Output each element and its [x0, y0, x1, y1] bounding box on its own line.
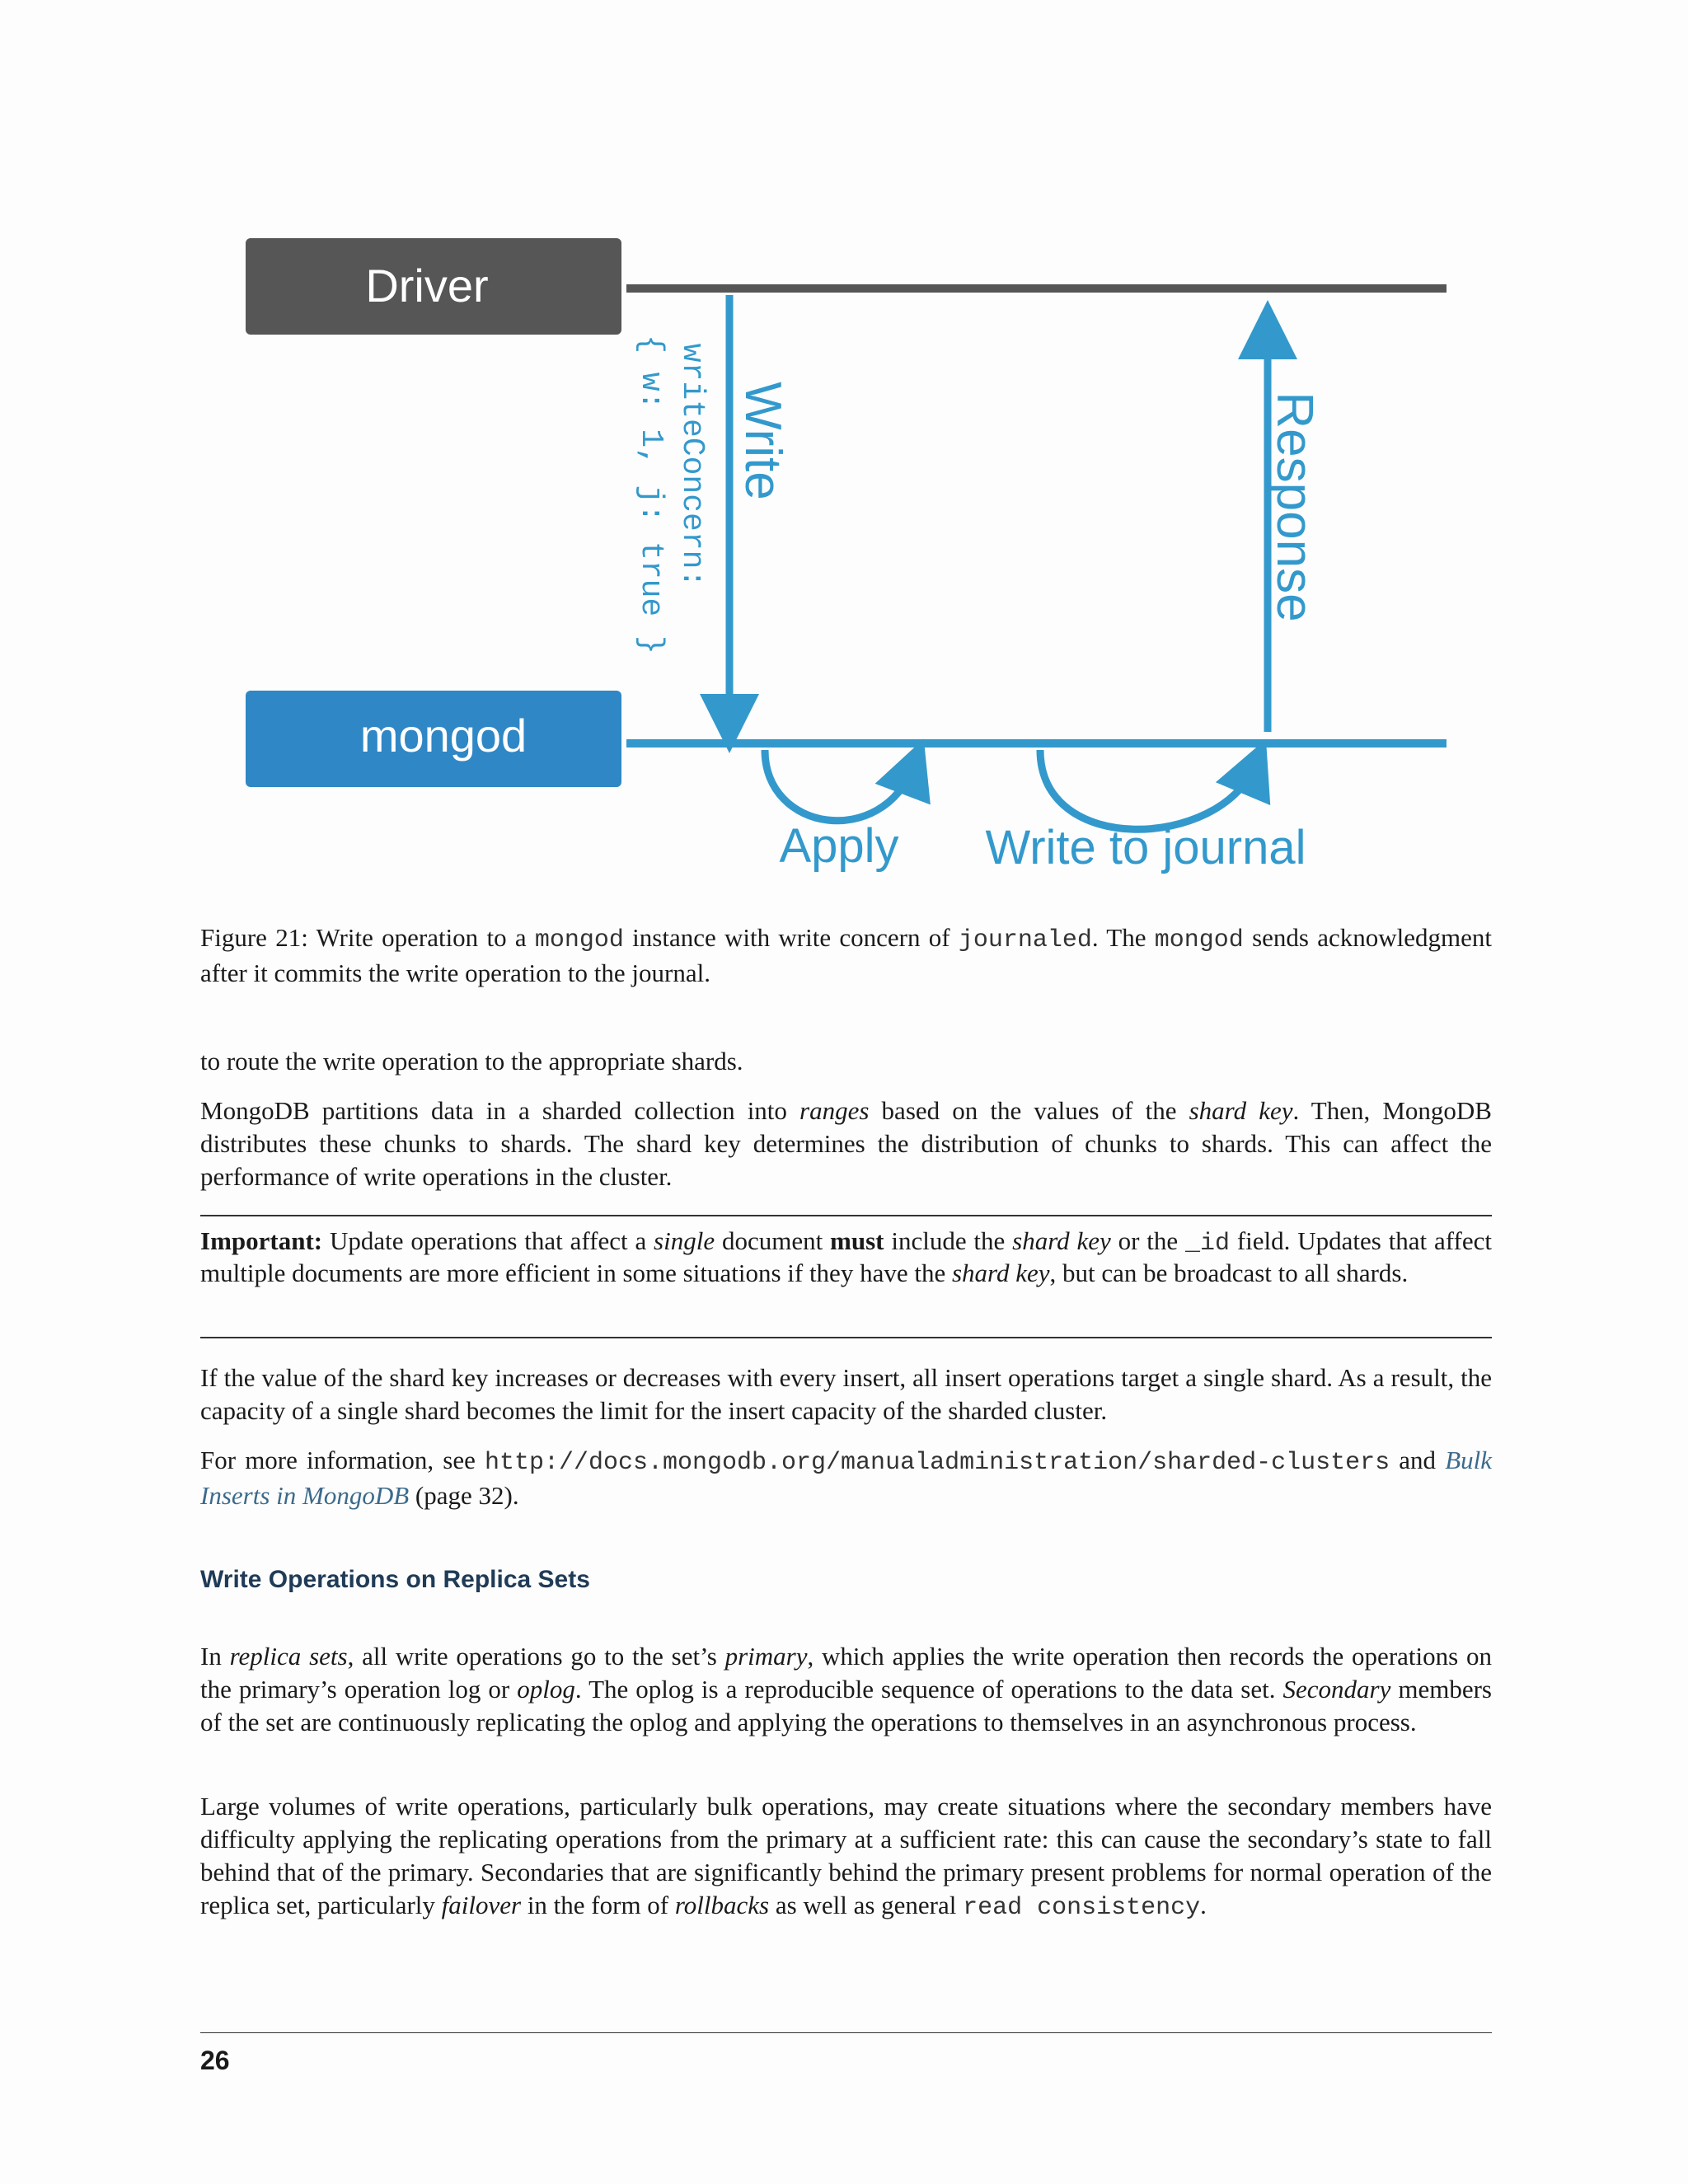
- write-concern-diagram: [0, 0, 1688, 890]
- response-label: Response: [1266, 391, 1323, 622]
- figure-caption: Figure 21: Write operation to a mongod instance with write concern of journaled. The mongod sends acknowledgment after it commits the write operation to the journal.: [200, 923, 1492, 987]
- important-note: Important: Update operations that affect a single document must include the shard key or the _id field. Updates that affect multiple documents are more efficient in some situations if they have the shard key, but can be broadcast to all shards.: [200, 1226, 1492, 1287]
- journal-label: Write to journal: [985, 821, 1306, 874]
- important-top-rule: [200, 1215, 1492, 1216]
- driver-label: Driver: [365, 260, 489, 312]
- paragraph-route: to route the write operation to the appropriate shards.: [200, 1047, 743, 1076]
- paragraph-replica-sets: In replica sets, all write operations go to the set’s primary, which applies the write operation then records the operations on the primary’s operation log or oplog. The oplog is a reproducible sequence of operations to the data set. Secondary members of the set are continuously replicating the oplog and applying the operations to themselves in an asynchronous process.: [200, 1642, 1492, 1736]
- write-concern-line2: { w: 1, j: true }: [633, 335, 668, 654]
- section-heading: Write Operations on Replica Sets: [200, 1566, 590, 1593]
- paragraph-shard-key: If the value of the shard key increases or decreases with every insert, all insert operations target a single shard. As a result, the capacity of a single shard becomes the limit for the insert capacity of the sharded cluster.: [200, 1363, 1492, 1425]
- paragraph-more-info: For more information, see http://docs.mongodb.org/manualadministration/sharded-clusters and Bulk Inserts in MongoDB (page 32).: [200, 1446, 1493, 1510]
- mongod-label: mongod: [359, 710, 528, 762]
- paragraph-partitions: MongoDB partitions data in a sharded collection into ranges based on the values of the shard key. Then, MongoDB distributes these chunks to shards. The shard key determines the distribution of chunks to shards. This can affect the performance of write operations in the cluster.: [200, 1096, 1492, 1191]
- sharded-clusters-url[interactable]: http://docs.mongodb.org/manualadministration/sharded-clusters: [484, 1449, 1390, 1477]
- journal-arrow: [1040, 750, 1254, 829]
- write-label: Write: [734, 382, 791, 500]
- page-number: 26: [200, 2046, 230, 2075]
- footer-rule: [200, 2032, 1492, 2033]
- apply-label: Apply: [779, 819, 899, 873]
- bulk-inserts-link[interactable]: Bulk Inserts in MongoDB: [200, 1446, 1493, 1510]
- paragraph-large-volumes: Large volumes of write operations, particularly bulk operations, may create situations where the secondary members have difficulty applying the replicating operations from the primary at a sufficient rate: this can cause the secondary’s state to fall behind that of the primary. Secondaries that are significantly behind the primary present problems for normal operation of the replica set, particularly failover in the form of rollbacks as well as general read consistency.: [200, 1792, 1492, 1922]
- apply-arrow: [765, 750, 913, 821]
- important-bottom-rule: [200, 1337, 1492, 1338]
- write-concern-line1: writeConcern:: [674, 343, 710, 588]
